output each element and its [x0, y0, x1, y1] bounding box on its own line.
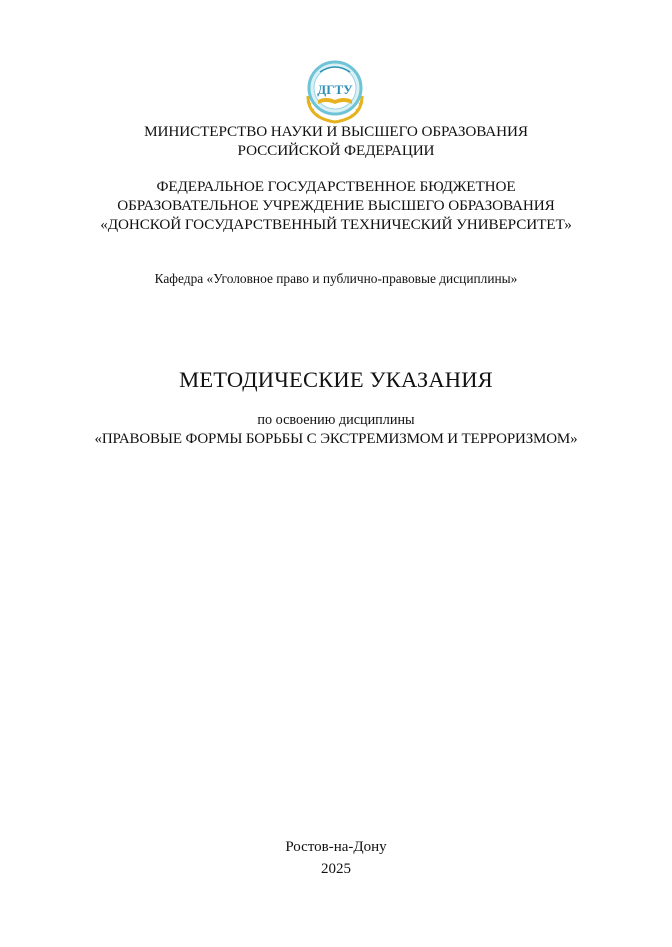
institution-line-1: ФЕДЕРАЛЬНОЕ ГОСУДАРСТВЕННОЕ БЮДЖЕТНОЕ [156, 178, 516, 195]
ministry-line-2: РОССИЙСКОЙ ФЕДЕРАЦИИ [237, 142, 435, 159]
city: Ростов-на-Дону [285, 839, 387, 855]
department: Кафедра «Уголовное право и публично-правовые дисциплины» [154, 271, 518, 286]
page-title: МЕТОДИЧЕСКИЕ УКАЗАНИЯ [179, 367, 493, 392]
emblem-text: ДГТУ [317, 82, 353, 97]
ministry-line-1: МИНИСТЕРСТВО НАУКИ И ВЫСШЕГО ОБРАЗОВАНИЯ [144, 123, 528, 140]
discipline-name: «ПРАВОВЫЕ ФОРМЫ БОРЬБЫ С ЭКСТРЕМИЗМОМ И ТЕРРОРИЗМОМ» [94, 431, 578, 447]
institution-line-3: «ДОНСКОЙ ГОСУДАРСТВЕННЫЙ ТЕХНИЧЕСКИЙ УНИВЕРСИТЕТ» [100, 216, 572, 233]
institution-line-2: ОБРАЗОВАТЕЛЬНОЕ УЧРЕЖДЕНИЕ ВЫСШЕГО ОБРАЗОВАНИЯ [117, 197, 555, 214]
university-emblem-icon [300, 56, 370, 126]
year: 2025 [321, 861, 351, 877]
subtitle: по освоению дисциплины [257, 412, 415, 428]
